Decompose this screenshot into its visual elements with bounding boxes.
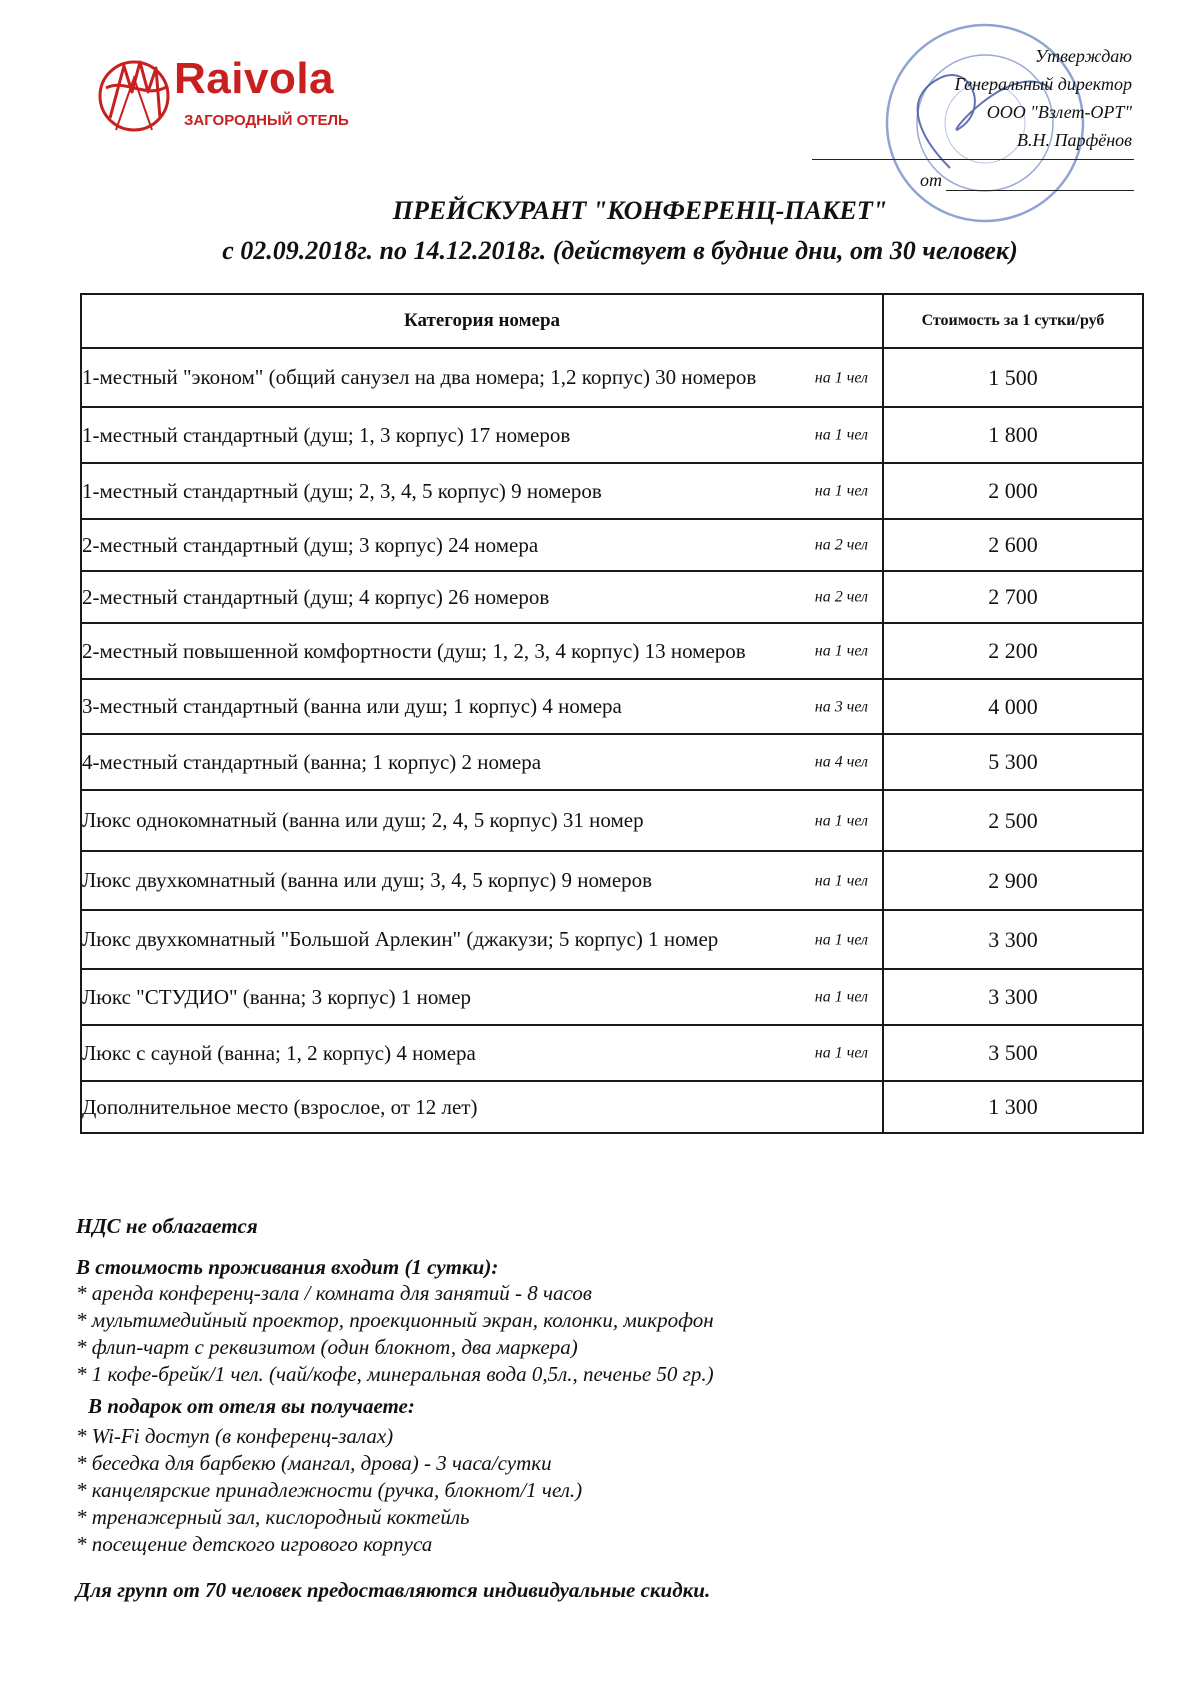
approval-position: Генеральный директор bbox=[954, 74, 1132, 94]
approval-approve: Утверждаю bbox=[1034, 46, 1132, 66]
room-category-cell bbox=[81, 734, 883, 790]
notes-section bbox=[76, 1210, 1136, 1603]
approval-company: ООО "Взлет-ОРТ" bbox=[986, 102, 1132, 122]
per-person-note: на 1 чел bbox=[814, 482, 868, 500]
table-row bbox=[81, 519, 1143, 571]
gift-list bbox=[76, 1423, 1136, 1558]
table-row bbox=[81, 407, 1143, 463]
logo-subtitle: ЗАГОРОДНЫЙ ОТЕЛЬ bbox=[184, 112, 349, 129]
room-category-cell bbox=[81, 910, 883, 969]
room-price: 1 300 bbox=[883, 1081, 1143, 1133]
room-price: 2 600 bbox=[883, 519, 1143, 571]
approval-date-label: от bbox=[920, 170, 942, 190]
room-category-cell bbox=[81, 463, 883, 519]
room-price: 2 500 bbox=[883, 790, 1143, 851]
per-person-note: на 1 чел bbox=[814, 426, 868, 444]
room-category-cell bbox=[81, 851, 883, 910]
gift-item: * тренажерный зал, кислородный коктейль bbox=[76, 1505, 470, 1529]
included-list bbox=[76, 1280, 1136, 1388]
room-category: 4-местный стандартный (ванна; 1 корпус) 2 номера bbox=[82, 749, 542, 774]
table-row bbox=[81, 851, 1143, 910]
room-price: 2 200 bbox=[883, 623, 1143, 679]
per-person-note: на 1 чел bbox=[814, 988, 868, 1006]
table-row bbox=[81, 910, 1143, 969]
table-row bbox=[81, 463, 1143, 519]
price-table bbox=[80, 293, 1144, 1134]
per-person-note: на 1 чел bbox=[814, 1044, 868, 1062]
room-price: 3 500 bbox=[883, 1025, 1143, 1081]
per-person-note: на 1 чел bbox=[814, 931, 868, 948]
per-person-note: на 4 чел bbox=[814, 753, 868, 771]
room-price: 2 700 bbox=[883, 571, 1143, 623]
table-row bbox=[81, 679, 1143, 734]
column-header-category: Категория номера bbox=[81, 294, 883, 348]
table-row bbox=[81, 969, 1143, 1025]
room-category: 2-местный стандартный (душ; 3 корпус) 24 номера bbox=[82, 532, 539, 557]
gift-item: * посещение детского игрового корпуса bbox=[76, 1532, 433, 1556]
included-item: * мультимедийный проектор, проекционный экран, колонки, микрофон bbox=[76, 1308, 714, 1332]
room-price: 5 300 bbox=[883, 734, 1143, 790]
table-row bbox=[81, 623, 1143, 679]
room-category: 1-местный "эконом" (общий санузел на два номера; 1,2 корпус) 30 номеров bbox=[82, 365, 757, 389]
room-category: 1-местный стандартный (душ; 2, 3, 4, 5 корпус) 9 номеров bbox=[82, 478, 602, 503]
table-row bbox=[81, 571, 1143, 623]
room-price: 2 900 bbox=[883, 851, 1143, 910]
room-category: Люкс "СТУДИО" (ванна; 3 корпус) 1 номер bbox=[82, 984, 472, 1009]
per-person-note: на 3 чел bbox=[814, 698, 868, 715]
vat-note: НДС не облагается bbox=[76, 1214, 258, 1238]
room-price: 3 300 bbox=[883, 969, 1143, 1025]
per-person-note: на 1 чел bbox=[814, 369, 868, 386]
room-category-cell bbox=[81, 519, 883, 571]
table-row bbox=[81, 790, 1143, 851]
signature-line bbox=[812, 159, 1134, 160]
table-row bbox=[81, 1081, 1143, 1133]
room-category-cell bbox=[81, 348, 883, 407]
room-price: 1 500 bbox=[883, 348, 1143, 407]
room-category-cell bbox=[81, 1081, 883, 1133]
room-price: 4 000 bbox=[883, 679, 1143, 734]
per-person-note: на 1 чел bbox=[814, 812, 868, 829]
room-category: Люкс с сауной (ванна; 1, 2 корпус) 4 номера bbox=[82, 1040, 476, 1065]
room-price: 2 000 bbox=[883, 463, 1143, 519]
included-item: * аренда конференц-зала / комната для занятий - 8 часов bbox=[76, 1281, 592, 1305]
room-category: 2-местный стандартный (душ; 4 корпус) 26 номеров bbox=[82, 584, 550, 609]
room-category: Люкс однокомнатный (ванна или душ; 2, 4, 5 корпус) 31 номер bbox=[82, 808, 644, 832]
per-person-note: на 2 чел bbox=[814, 588, 868, 606]
column-header-price: Стоимость за 1 сутки/руб bbox=[883, 294, 1143, 348]
gift-item: * канцелярские принадлежности (ручка, блокнот/1 чел.) bbox=[76, 1478, 583, 1502]
per-person-note: на 1 чел bbox=[814, 872, 868, 889]
room-category-cell bbox=[81, 623, 883, 679]
room-category: Люкс двухкомнатный "Большой Арлекин" (джакузи; 5 корпус) 1 номер bbox=[82, 927, 719, 951]
included-title: В стоимость проживания входит (1 сутки): bbox=[76, 1255, 499, 1279]
hotel-logo bbox=[96, 48, 376, 148]
room-category: 1-местный стандартный (душ; 1, 3 корпус) 17 номеров bbox=[82, 422, 571, 447]
document-subtitle: с 02.09.2018г. по 14.12.2018г. (действует в будние дни, от 30 человек) bbox=[222, 236, 1018, 265]
included-item: * 1 кофе-брейк/1 чел. (чай/кофе, минеральная вода 0,5л., печенье 50 гр.) bbox=[76, 1362, 714, 1386]
table-row bbox=[81, 1025, 1143, 1081]
room-category-cell bbox=[81, 407, 883, 463]
room-category-cell bbox=[81, 969, 883, 1025]
gift-item: * беседка для барбекю (мангал, дрова) - 3 часа/сутки bbox=[76, 1451, 552, 1475]
discount-note: Для групп от 70 человек предоставляются индивидуальные скидки. bbox=[76, 1578, 711, 1602]
room-category-cell bbox=[81, 571, 883, 623]
logo-name: Raivola bbox=[174, 54, 335, 103]
included-item: * флип-чарт с реквизитом (один блокнот, два маркера) bbox=[76, 1335, 578, 1359]
room-category-cell bbox=[81, 1025, 883, 1081]
per-person-note: на 2 чел bbox=[814, 536, 868, 554]
room-category-cell bbox=[81, 790, 883, 851]
gift-title: В подарок от отеля вы получаете: bbox=[88, 1394, 415, 1418]
room-price: 1 800 bbox=[883, 407, 1143, 463]
room-category: Дополнительное место (взрослое, от 12 лет) bbox=[82, 1094, 478, 1119]
table-row bbox=[81, 348, 1143, 407]
table-header-row bbox=[81, 294, 1143, 348]
room-category-cell bbox=[81, 679, 883, 734]
date-line bbox=[946, 190, 1134, 191]
logo-emblem-icon bbox=[96, 48, 176, 148]
per-person-note: на 1 чел bbox=[814, 642, 868, 660]
room-category: 3-местный стандартный (ванна или душ; 1 корпус) 4 номера bbox=[82, 694, 622, 718]
table-row bbox=[81, 734, 1143, 790]
approval-block bbox=[772, 42, 1132, 154]
approval-signer: В.Н. Парфёнов bbox=[1016, 130, 1132, 150]
room-price: 3 300 bbox=[883, 910, 1143, 969]
room-category: 2-местный повышенной комфортности (душ; 1, 2, 3, 4 корпус) 13 номеров bbox=[82, 638, 746, 663]
gift-item: * Wi-Fi доступ (в конференц-залах) bbox=[76, 1424, 394, 1448]
room-category: Люкс двухкомнатный (ванна или душ; 3, 4, 5 корпус) 9 номеров bbox=[82, 868, 653, 892]
document-title: ПРЕЙСКУРАНТ "КОНФЕРЕНЦ-ПАКЕТ" bbox=[392, 196, 888, 225]
